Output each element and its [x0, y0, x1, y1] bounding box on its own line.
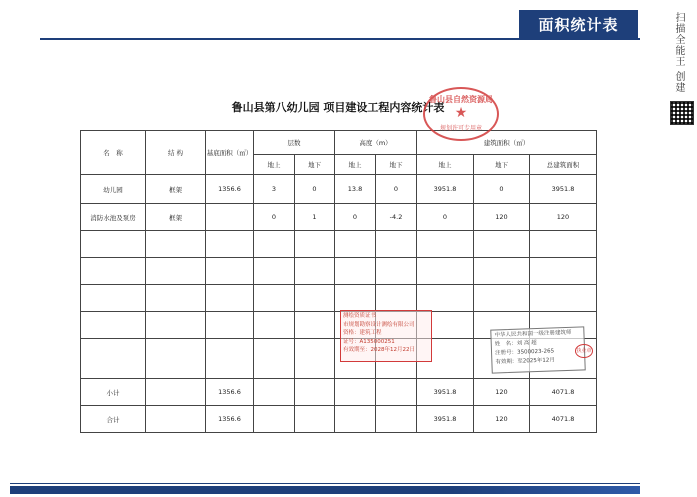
cell-floors-above: 3: [254, 175, 295, 204]
planning-seal: [423, 87, 499, 141]
cell-area-above: 0: [417, 204, 474, 231]
cell-floors-above: [254, 379, 295, 406]
registration-line: 中华人民共和国一级注册建筑师: [494, 329, 572, 339]
registration-stamp: [490, 326, 585, 373]
cell-height-above: 13.8: [335, 175, 376, 204]
cell-name: 幼儿园: [81, 175, 146, 204]
registration-line: 姓 名：刘 高 超: [494, 340, 537, 348]
header-structure: 结 构: [146, 131, 206, 175]
header-area-below: 地下: [474, 155, 530, 175]
cell-area-total: 4071.8: [530, 379, 597, 406]
cell-area-below: [474, 231, 530, 258]
header-floors-below: 地下: [295, 155, 335, 175]
cell-floors-below: [295, 312, 335, 339]
cell-area-total: [530, 285, 597, 312]
cell-structure: [146, 258, 206, 285]
statistics-table: [80, 130, 597, 433]
cell-floors-above: [254, 258, 295, 285]
cell-area-above: 3951.8: [417, 175, 474, 204]
company-stamp-line: 证号：A135000251: [343, 338, 395, 345]
cell-area-above: [417, 285, 474, 312]
header-building-area: 建筑面积（㎡）: [417, 131, 597, 155]
cell-structure: [146, 231, 206, 258]
company-stamp-line: 有效期至：2028年12月22日: [343, 347, 415, 354]
cell-structure: [146, 406, 206, 433]
cell-area-below: [474, 285, 530, 312]
company-stamp-line: 市规划勘察设计测绘有限公司: [343, 321, 415, 328]
section-banner: 面积统计表: [519, 10, 638, 38]
cell-area-below: 120: [474, 406, 530, 433]
cell-floors-below: [295, 406, 335, 433]
cell-height-above: 0: [335, 204, 376, 231]
table-row: [81, 175, 597, 204]
cell-height-below: 0: [376, 175, 417, 204]
cell-name: [81, 231, 146, 258]
cell-area-below: [474, 258, 530, 285]
cell-area-below: 120: [474, 204, 530, 231]
cell-area-below: 120: [474, 379, 530, 406]
scanner-watermark: 扫描全能王 创建: [673, 12, 684, 94]
cell-floors-below: [295, 258, 335, 285]
company-stamp-line: 资格：建筑工程: [343, 330, 382, 337]
table-body: [81, 175, 597, 433]
cell-height-below: [376, 406, 417, 433]
header-height-below: 地下: [376, 155, 417, 175]
header-height: 高度（m）: [335, 131, 417, 155]
cell-area-total: 3951.8: [530, 175, 597, 204]
header-area-above: 地上: [417, 155, 474, 175]
cell-base-area: [206, 312, 254, 339]
cell-base-area: [206, 204, 254, 231]
cell-name: 消防水池及泵房: [81, 204, 146, 231]
cell-height-above: [335, 379, 376, 406]
cell-floors-above: [254, 339, 295, 379]
cell-base-area: [206, 231, 254, 258]
table-row: [81, 406, 597, 433]
cell-floors-below: [295, 339, 335, 379]
cell-height-above: [335, 258, 376, 285]
cell-height-below: [376, 285, 417, 312]
cell-base-area: [206, 258, 254, 285]
cell-base-area: [206, 285, 254, 312]
cell-structure: [146, 285, 206, 312]
footer-bar: [10, 486, 640, 494]
banner-underline: [40, 38, 640, 40]
registration-line: 注册号：3500023-265: [494, 348, 555, 357]
cell-height-below: [376, 231, 417, 258]
table-row: [81, 258, 597, 285]
header-floors: 层数: [254, 131, 335, 155]
company-stamp: [340, 310, 432, 362]
cell-name: 合计: [81, 406, 146, 433]
cell-base-area: [206, 339, 254, 379]
cell-base-area: 1356.6: [206, 379, 254, 406]
cell-floors-below: 0: [295, 175, 335, 204]
cell-area-total: [530, 258, 597, 285]
header-base-area: 基底面积（㎡）: [206, 131, 254, 175]
cell-structure: [146, 339, 206, 379]
cell-name: [81, 339, 146, 379]
company-stamp-line: 测绘资质证书: [343, 313, 377, 319]
table-row: [81, 379, 597, 406]
cell-height-below: [376, 258, 417, 285]
cell-floors-below: 1: [295, 204, 335, 231]
cell-structure: 框架: [146, 175, 206, 204]
cell-floors-below: [295, 285, 335, 312]
cell-area-above: 3951.8: [417, 379, 474, 406]
cell-name: 小计: [81, 379, 146, 406]
cell-floors-above: [254, 231, 295, 258]
header-floors-above: 地上: [254, 155, 295, 175]
cell-structure: [146, 379, 206, 406]
cell-area-above: 3951.8: [417, 406, 474, 433]
cell-structure: 框架: [146, 204, 206, 231]
header-row-1: [81, 131, 597, 155]
cell-height-above: [335, 406, 376, 433]
cell-name: [81, 258, 146, 285]
cell-area-total: [530, 231, 597, 258]
cell-area-above: [417, 231, 474, 258]
seal-sub-text: 规划许可专用章: [439, 125, 482, 132]
cell-base-area: 1356.6: [206, 175, 254, 204]
cell-height-below: [376, 379, 417, 406]
cell-height-below: -4.2: [376, 204, 417, 231]
cell-floors-above: [254, 285, 295, 312]
cell-area-total: 120: [530, 204, 597, 231]
cell-floors-above: 0: [254, 204, 295, 231]
table-row: [81, 285, 597, 312]
cell-height-above: [335, 285, 376, 312]
header-height-above: 地上: [335, 155, 376, 175]
qr-code-icon: [670, 101, 694, 125]
header-name: 名 称: [81, 131, 146, 175]
registration-line: 有效期：至2025年12月: [495, 357, 555, 366]
cell-floors-above: [254, 312, 295, 339]
cell-structure: [146, 312, 206, 339]
footer-line: [10, 483, 640, 484]
cell-area-below: 0: [474, 175, 530, 204]
table-row: [81, 204, 597, 231]
cell-height-above: [335, 231, 376, 258]
header-area-total: 总建筑面积: [530, 155, 597, 175]
cell-floors-below: [295, 231, 335, 258]
cell-area-above: [417, 258, 474, 285]
table-row: [81, 231, 597, 258]
star-icon: ★: [454, 105, 468, 121]
cell-floors-below: [295, 379, 335, 406]
document-title: 鲁山县第八幼儿园 项目建设工程内容统计表: [231, 101, 445, 114]
cell-floors-above: [254, 406, 295, 433]
cell-base-area: 1356.6: [206, 406, 254, 433]
seal-arc-text: 鲁山县自然资源局: [429, 95, 493, 104]
cell-area-total: 4071.8: [530, 406, 597, 433]
cell-name: [81, 285, 146, 312]
registration-seal: 执业章: [575, 344, 593, 358]
cell-name: [81, 312, 146, 339]
